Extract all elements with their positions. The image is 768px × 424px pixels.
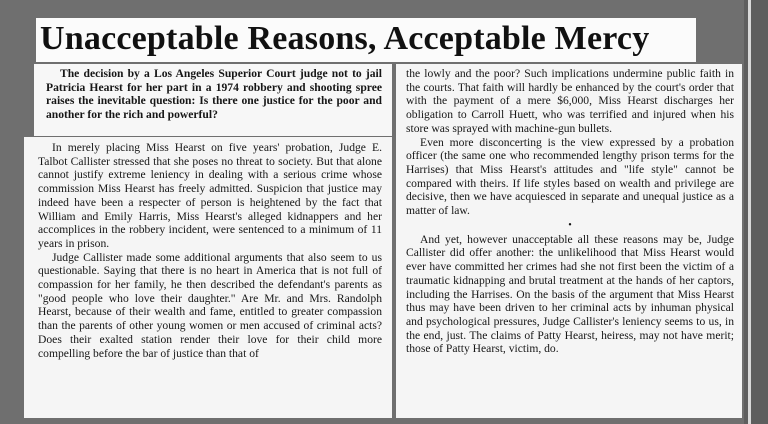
left-column bbox=[24, 137, 392, 418]
paragraph-closing: And yet, however unacceptable all these reasons may be, Judge Callister did offer another: the unlikelihood that Miss Hearst would ever have committed her crimes had she not first been the victim of a traumatic kidnapping and brutal treatment at the hands of her captors, including the Harrises. On the basis of the argument that Miss Hearst thus may have been driven to her criminal acts by inhuman physical and psychological pressures, Judge Callister's leniency seems to us, in the end, just. The claims of Patty Hearst, heiress, may not have merit; those of Patty Hearst, victim, do. bbox=[406, 232, 734, 356]
paragraph-disconcerting: Even more disconcerting is the view expressed by a probation officer (the same one who recommended lengthy prison terms for the Harrises) that Miss Hearst's attitudes and "life style" cannot be compared with theirs. If life styles based on wealth and privilege are decisive, then we have acquiesced in separate and unequal justice as a matter of law. bbox=[406, 135, 734, 218]
paragraph-probation: In merely placing Miss Hearst on five years' probation, Judge E. Talbot Callister stressed that she poses no threat to society. But that alone cannot justify extreme leniency in dealing with a serious crime whose commission Miss Hearst has freely admitted. Suspicion that justice may indeed have been a respecter of person is heightened by the fact that William and Emily Harris, Miss Hearst's alleged kidnappers and her accomplices in the robbery incident, were sentenced to a minimum of 11 years in prison. bbox=[38, 141, 382, 250]
page-edge-line bbox=[748, 0, 751, 424]
section-separator: • bbox=[568, 219, 572, 231]
lead-paragraph-block bbox=[34, 64, 392, 136]
paragraph-additional-arguments: Judge Callister made some additional arguments that also seem to us questionable. Saying that there is no heart in America that is not full of compassion for her family, he then described the defendant's parents as "good people who love their daughter." Are Mr. and Mrs. Randolph Hearst, because of their wealth and fame, entitled to greater compassion than the parents of other young women or men accused of criminal acts? Does their exalted station render their love for their child more compelling before the bar of justice than that of bbox=[38, 250, 382, 360]
paragraph-continuation: the lowly and the poor? Such implications undermine public faith in the courts. That faith will hardly be enhanced by the court's order that with the payment of a mere $6,000, Miss Hearst discharges her obligation to Carroll Huett, who was terrified and injured when his store was sprayed with machine-gun bullets. bbox=[406, 67, 734, 135]
right-column bbox=[396, 64, 742, 418]
lead-paragraph: The decision by a Los Angeles Superior Court judge not to jail Patricia Hearst for her part in a 1974 robbery and shooting spree raises the inevitable question: Is there one justice for the poor and another for the rich and powerful? bbox=[46, 67, 382, 122]
headline: Unacceptable Reasons, Acceptable Mercy bbox=[40, 20, 650, 57]
